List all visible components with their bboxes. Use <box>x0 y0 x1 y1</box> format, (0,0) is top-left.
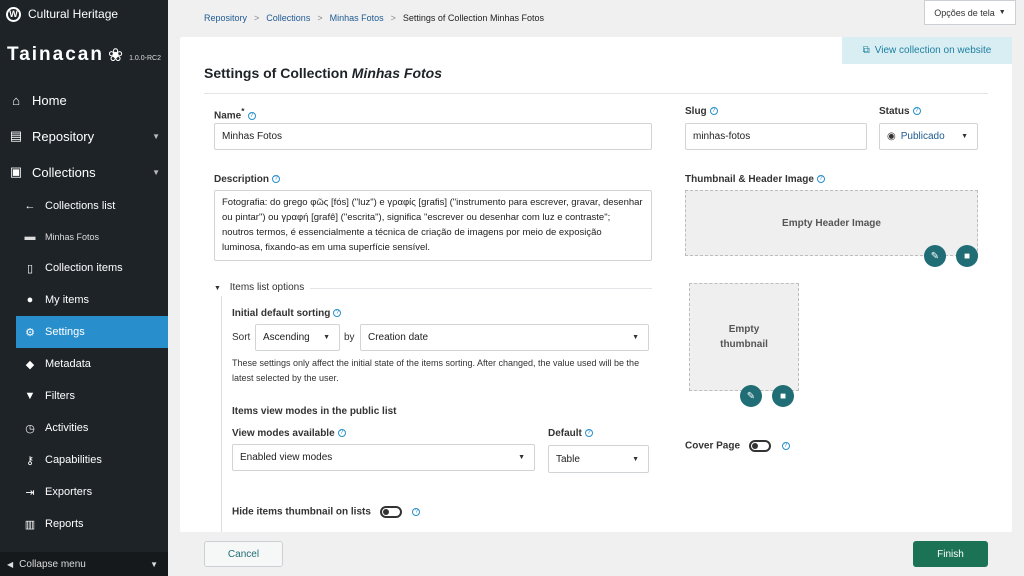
breadcrumb-current: Settings of Collection Minhas Fotos <box>402 13 544 23</box>
wordpress-icon[interactable]: W <box>6 7 21 22</box>
sidebar-item-label: Collection items <box>45 262 123 274</box>
view-modes-select[interactable] <box>232 444 535 471</box>
view-collection-label: View collection on website <box>874 45 992 56</box>
site-name[interactable]: Cultural Heritage <box>28 7 119 21</box>
items-icon: ▯ <box>26 262 34 275</box>
items-list-options-toggle[interactable] <box>214 282 304 293</box>
sidebar-item-label: Capabilities <box>45 454 102 466</box>
view-modes-label <box>232 428 346 439</box>
name-label <box>214 106 256 121</box>
chevron-down-icon: ▼ <box>998 9 1006 16</box>
settings-panel <box>180 37 1012 532</box>
items-list-options-label: Items list options <box>229 282 305 293</box>
description-textarea[interactable]: Fotografia: do grego φῶς [fós] ("luz") e γραφίς [grafis] ("instrumento para escrever, gravar, desenhar ou pintar") ou γραφή [grafê] ("escrita"), significa "escrever ou desenhar com luz e contraste"; noutros termos, é essencialmente a técnica de criação de imagens por meio de exposição luminosa, fixando-as em uma superfície sensível. <box>214 190 652 261</box>
sorting-label <box>232 308 341 319</box>
sidebar-item-label: Activities <box>45 422 89 434</box>
hide-thumbnail-toggle[interactable] <box>380 506 402 518</box>
page-title <box>204 65 442 81</box>
description-label-text: Description <box>214 174 270 185</box>
name-input[interactable]: Minhas Fotos <box>214 123 652 150</box>
trash-icon: ■ <box>779 390 787 402</box>
cover-page-label-text: Cover Page <box>685 440 741 452</box>
admin-bar <box>0 0 168 28</box>
pencil-icon: ✎ <box>930 250 940 262</box>
sidebar-item-label: Minhas Fotos <box>45 232 100 242</box>
empty-header-label: Empty Header Image <box>782 217 881 229</box>
breadcrumb-repository[interactable]: Repository <box>204 13 248 23</box>
trash-icon: ■ <box>963 250 971 262</box>
thumbnail-header-label-text: Thumbnail & Header Image <box>685 174 814 185</box>
help-icon[interactable]: ? <box>272 175 280 183</box>
required-marker: * <box>241 106 245 116</box>
default-view-label-text: Default <box>548 428 582 439</box>
gear-icon: ⚙ <box>25 326 35 339</box>
key-icon: ⚷ <box>25 454 35 467</box>
sidebar-item-capabilities[interactable] <box>0 444 168 476</box>
section-guide-line <box>221 296 222 532</box>
default-view-value: Table <box>556 453 580 465</box>
cancel-button[interactable]: Cancel <box>204 541 283 567</box>
view-modes-heading: Items view modes in the public list <box>232 406 397 417</box>
breadcrumb-separator: > <box>254 13 260 23</box>
view-modes-label-text: View modes available <box>232 428 335 439</box>
help-icon[interactable]: ? <box>913 107 921 115</box>
sort-word: Sort <box>232 332 251 343</box>
sidebar-item-my-items[interactable] <box>0 284 168 316</box>
page-title-prefix: Settings of Collection <box>204 65 352 81</box>
empty-thumbnail-label: Empty thumbnail <box>720 324 768 350</box>
chevron-down-icon: ▼ <box>323 334 330 341</box>
slug-label-text: Slug <box>685 106 707 117</box>
breadcrumb-collections[interactable]: Collections <box>266 13 311 23</box>
help-icon[interactable]: ? <box>333 309 341 317</box>
sidebar-item-collection-items[interactable] <box>0 252 168 284</box>
chevron-down-icon: ▼ <box>152 167 160 177</box>
cover-page-label <box>685 440 790 452</box>
slug-input[interactable]: minhas-fotos <box>685 123 867 150</box>
sidebar-item-filters[interactable] <box>0 380 168 412</box>
collapse-menu-label: Collapse menu <box>19 558 86 570</box>
finish-button[interactable]: Finish <box>913 541 988 567</box>
screen-options-label: Opções de tela <box>934 7 995 18</box>
tag-icon: ◆ <box>25 358 35 371</box>
hide-thumbnail-label <box>232 506 420 518</box>
history-icon: ◷ <box>25 422 35 435</box>
hide-thumbnail-label-text: Hide items thumbnail on lists <box>232 506 371 518</box>
chevron-down-icon: ▼ <box>152 131 160 141</box>
external-link-icon: ⧉ <box>862 45 870 56</box>
sidebar-item-minhas-fotos[interactable] <box>0 222 168 252</box>
default-view-select[interactable] <box>548 445 649 473</box>
sidebar-item-label: Reports <box>45 518 84 530</box>
breadcrumb-collection[interactable]: Minhas Fotos <box>329 13 384 23</box>
status-value: Publicado <box>900 131 945 142</box>
help-icon[interactable]: ? <box>782 442 790 450</box>
status-label-text: Status <box>879 106 910 117</box>
pencil-icon: ✎ <box>746 390 756 402</box>
version-label: 1.0.0-RC2 <box>129 54 161 62</box>
sidebar-item-label: Home <box>32 92 67 108</box>
status-select[interactable] <box>879 123 978 150</box>
arrow-left-icon: ← <box>24 200 36 212</box>
sidebar-item-reports[interactable] <box>0 508 168 540</box>
sidebar-item-label: Collections list <box>45 200 116 212</box>
sidebar-item-label: Repository <box>32 128 95 144</box>
page-title-collection: Minhas Fotos <box>351 65 443 81</box>
help-icon[interactable]: ? <box>412 508 420 516</box>
export-icon: ⇥ <box>25 486 35 499</box>
breadcrumb <box>204 13 544 23</box>
sort-by-select[interactable] <box>360 324 649 351</box>
sidebar-item-label: Filters <box>45 390 75 402</box>
sidebar-item-label: Metadata <box>45 358 91 370</box>
sidebar-item-repository[interactable] <box>0 118 168 154</box>
sort-order-select[interactable] <box>255 324 340 351</box>
default-view-label <box>548 428 593 439</box>
collections-icon: ▣ <box>9 164 23 179</box>
divider <box>310 288 652 289</box>
help-icon[interactable]: ? <box>585 429 593 437</box>
breadcrumb-separator: > <box>317 13 323 23</box>
help-icon[interactable]: ? <box>248 112 256 120</box>
brand-name: Tainacan <box>7 44 104 65</box>
sidebar-item-label: Settings <box>45 326 85 338</box>
description-label <box>214 174 280 185</box>
help-icon[interactable]: ? <box>338 429 346 437</box>
sort-order-value: Ascending <box>263 332 310 343</box>
edit-thumbnail-button[interactable] <box>740 385 762 407</box>
chevron-down-icon: ▼ <box>961 133 968 140</box>
sorting-note: These settings only affect the initial state of the items sorting. After changed, the value used will be the latest selected by the user. <box>232 358 640 383</box>
view-modes-value: Enabled view modes <box>240 452 333 463</box>
sidebar-item-collections[interactable] <box>0 154 168 190</box>
sidebar-item-settings[interactable] <box>16 316 168 348</box>
cover-page-toggle[interactable] <box>749 440 771 452</box>
collapse-menu-button[interactable] <box>0 552 168 576</box>
help-icon[interactable]: ? <box>817 175 825 183</box>
delete-thumbnail-button[interactable] <box>772 385 794 407</box>
sidebar-item-activities[interactable] <box>0 412 168 444</box>
name-label-text: Name <box>214 110 242 122</box>
sidebar-item-label: Collections <box>32 164 96 180</box>
divider <box>204 93 988 94</box>
chevron-down-icon: ▼ <box>518 454 525 461</box>
chevron-down-icon: ▼ <box>150 559 158 569</box>
globe-icon: ◉ <box>887 131 896 142</box>
sidebar-item-label: My items <box>45 294 89 306</box>
home-icon: ⌂ <box>12 92 20 108</box>
sidebar-item-exporters[interactable] <box>0 476 168 508</box>
sidebar-item-metadata[interactable] <box>0 348 168 380</box>
sidebar-item-collections-list[interactable] <box>0 190 168 222</box>
collapse-arrow-icon: ◀ <box>7 559 14 569</box>
sidebar-item-label: Exporters <box>45 486 93 498</box>
user-icon: ● <box>26 294 34 306</box>
top-bar <box>168 0 1024 38</box>
sidebar-item-home[interactable] <box>0 82 168 118</box>
chevron-down-icon: ▼ <box>632 334 639 341</box>
thumbnail-header-label <box>685 174 825 185</box>
thumbnail-placeholder <box>689 283 799 391</box>
status-label <box>879 106 921 117</box>
filter-icon: ▼ <box>24 390 36 402</box>
help-icon[interactable]: ? <box>710 107 718 115</box>
form-footer <box>180 532 1012 576</box>
tainacan-logo-icon: ❀ <box>107 44 124 65</box>
sidebar <box>0 28 168 576</box>
sorting-label-text: Initial default sorting <box>232 308 331 319</box>
caret-down-icon: ▼ <box>214 285 221 292</box>
view-collection-link[interactable] <box>842 37 1012 64</box>
sort-by-value: Creation date <box>368 332 429 343</box>
chevron-down-icon: ▼ <box>632 455 639 463</box>
edit-header-button[interactable] <box>924 245 946 267</box>
repository-icon: ▤ <box>9 128 23 143</box>
slug-label <box>685 106 718 117</box>
delete-header-button[interactable] <box>956 245 978 267</box>
screen-options-button[interactable] <box>924 0 1016 25</box>
folder-icon: ▬ <box>24 231 36 243</box>
by-word: by <box>344 332 355 343</box>
chart-icon: ▥ <box>24 518 36 531</box>
tainacan-logo[interactable] <box>0 28 168 82</box>
breadcrumb-separator: > <box>390 13 396 23</box>
